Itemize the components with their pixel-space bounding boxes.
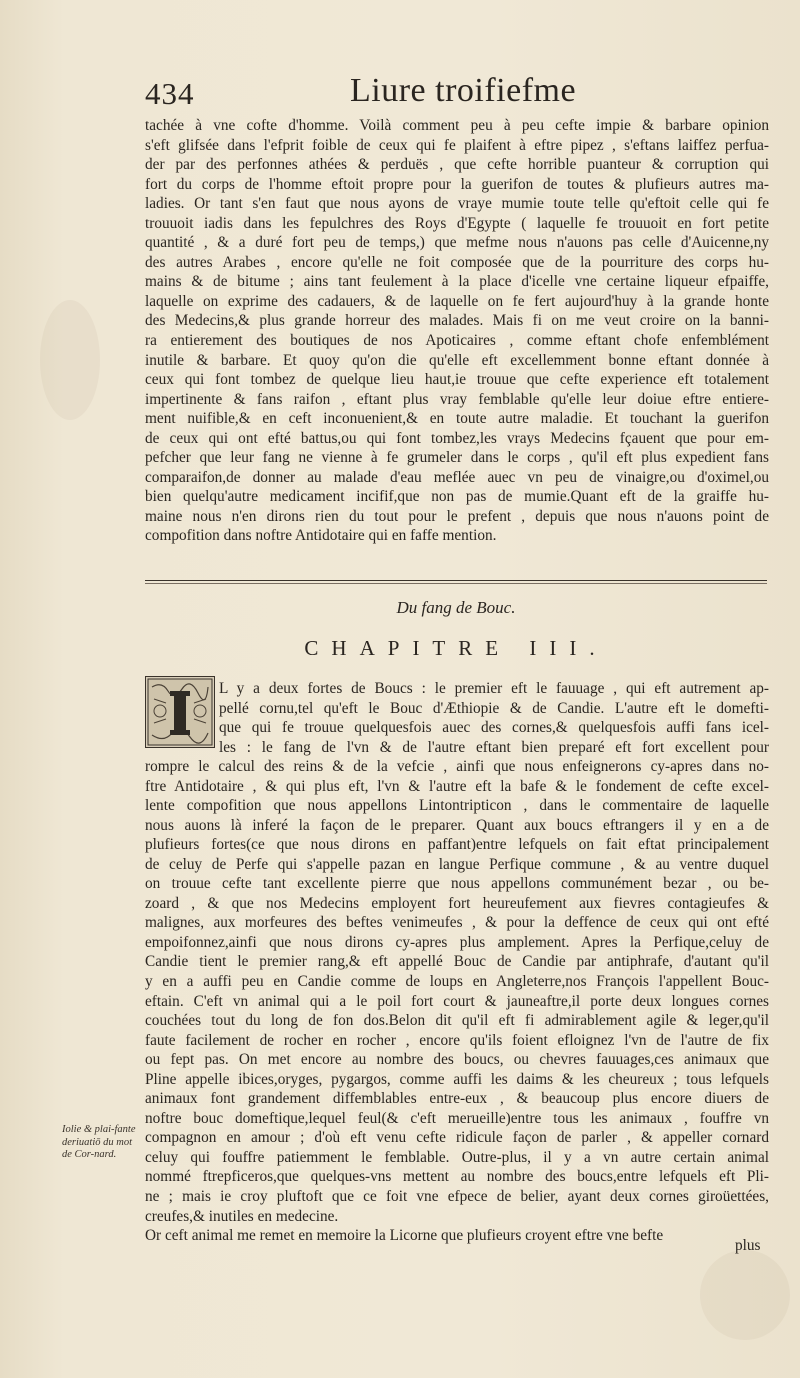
- text-line: eftain. C'eft vn animal qui a le poil fort court & jauneaftre,il porte deux longues cornes: [145, 992, 769, 1010]
- text-line: Candie tient le premier rang,& eft appellé Bouc de Candie par antiphrafe, d'autant qu'il: [145, 953, 769, 971]
- text-line: inutile & barbare. Et quoy qu'on die qu'elle eft excellemment bonne eftant donnée à: [145, 351, 769, 369]
- text-line: fort du corps de l'homme eftoit propre pour la guerifon de toutes & plufieurs autres ma-: [145, 175, 769, 193]
- text-line: maine nous n'en dirons rien du tout pour le prefent , depuis que nous n'auons point de: [145, 507, 769, 525]
- text-line: ceux qui font tombez de quelque lieu haut,ie trouue que cefte experience eft totalement: [145, 371, 769, 389]
- text-line: bien quelqu'autre medicament incifif,que non pas de mumie.Quant eft de la graiffe hu-: [145, 488, 769, 506]
- text-line: pefcher que leur fang ne vienne à fe grumeler dans le corps , qu'il eft plus expedient fans: [145, 449, 769, 467]
- text-line: celuy qui fouffre patiemment le femblable. Outre-plus, il y a vn autre certain animal: [145, 1148, 769, 1166]
- text-line: des Medecins,& plus grande horreur des malades. Mais fi on me veut croire on la banni-: [145, 312, 769, 330]
- text-line: on trouue cefte tant excellente pierre que nous appellons communément bezar , ou be-: [145, 875, 769, 893]
- text-line: der par des perfonnes athées & perduës , que cefte horrible puanteur & corruption qui: [145, 156, 769, 174]
- margin-note: Iolie & plai-fante deriuatiō du mot de Cor-nard.: [62, 1124, 136, 1160]
- text-line: couchées tout du long de fon dos.Belon dit qu'il eft fi admirablement agile & leger,qu'il: [145, 1012, 769, 1030]
- text-line: faute facilement de rocher en rocher , encore qu'ils foient efloignez l'vn de l'autre de fix: [145, 1031, 769, 1049]
- text-line: plufieurs fortes(ce que nous dirons en paffant)entre lefquels on fait eftat principalement: [145, 836, 769, 854]
- text-line: creufes,& inutiles en medecine.: [145, 1207, 339, 1225]
- text-line: pellé cornu,tel qu'eft le Bouc d'Æthiopie & de Candie. L'autre eft le domefti-: [219, 699, 769, 717]
- text-line: rompre le calcul des reins & de la vefcie , ainfi que nous enfeignerons cy-apres dans no-: [145, 758, 769, 775]
- text-line: ment nuifible,& en ceft inconuenient,& en toute autre maladie. Et touchant la guerifon: [145, 410, 769, 428]
- text-line: tachée à vne cofte d'homme. Voilà comment peu à peu cefte impie & barbare opinion: [145, 117, 769, 134]
- text-line: animaux font grandement diffemblables entre-eux , & beaucoup plus encore diuers de: [145, 1090, 769, 1108]
- text-line: compagnon en amour ; d'où eft venu cefte ridicule façon de parler , & appeller cornard: [145, 1129, 769, 1147]
- paper-stain: [700, 1250, 790, 1340]
- text-line: trouuoit iadis dans les fepulchres des Roys d'Egypte ( laquelle fe trouuoit en fort petite: [145, 214, 769, 232]
- section-title: Du fang de Bouc.: [396, 598, 516, 617]
- text-line: Or ceft animal me remet en memoire la Licorne que plufieurs croyent eftre vne befte: [145, 1227, 664, 1245]
- text-line: impertinente & fans raifon , eftant plus vray femblable qu'elle leur doiue eftre entiere-: [145, 390, 769, 408]
- text-line: zoard , & que nos Medecins employent fort heureufement aux fievres contagieufes &: [145, 894, 769, 912]
- paper-stain: [40, 300, 100, 420]
- body-text-block-2-indented: [219, 679, 769, 757]
- running-head: [0, 72, 800, 116]
- text-line: mains & de bitume ; ains tant feulement à la place d'icelle vne certaine liqueur efpaiffe,: [145, 273, 769, 291]
- text-line: Pline appelle ibices,oryges, pygargos, comme auffi les daims & les cheureux ; tous lefquels: [145, 1070, 769, 1088]
- text-line: ne ; mais ie croy pluftoft que ce foit vne efpece de belier, ayant deux cornes giroüettées,: [145, 1188, 769, 1206]
- text-line: de ceux qui ont efté battus,ou qui font tombez,les vrays Medecins fçauent que pour em-: [145, 429, 769, 447]
- text-line: nous auons là inferé la façon de le preparer. Quant aux boucs eftrangers il y en a de: [145, 816, 769, 834]
- chapter-title: CHAPITRE III.: [304, 636, 608, 660]
- text-line: compofition dans noftre Antidotaire qui en faffe mention.: [145, 527, 497, 545]
- text-line: comparaifon,de donner au malade d'eau meflée auec vn peu de vinaigre,ou d'oximel,ou: [145, 468, 769, 486]
- text-line: noftre bouc domeftique,lequel feul(& c'eft merueille)entre tous les animaux , fouffre vn: [145, 1109, 769, 1127]
- body-text-block-1: [145, 116, 769, 546]
- text-line: que qui fe trouue quelquesfois auec des cornes,& quelquesfois auffi fans icel-: [219, 719, 769, 737]
- text-line: malignes, aux morfeures des beftes venimeufes , & pour la deffence de ceux qui ont efté: [145, 914, 769, 932]
- text-line: quantité , & a duré fort peu de temps,) que mefme nous n'auons pas celle d'Auicenne,ny: [145, 234, 769, 252]
- text-line: nommé ftrepficeros,que quelques-vns mettent au nombre des boucs,entre lefquels eft Pli-: [145, 1168, 769, 1186]
- text-line: laquelle on exprime des cadauers, & de laquelle on fe fert aujourd'huy à la grande honte: [145, 292, 769, 310]
- text-line: ra entierement des boutiques de nos Apoticaires , comme eftant chofe enfemblément: [145, 332, 769, 350]
- text-line: empoifonnez,ainfi que nous dirons cy-apres plus amplement. Apres la Perfique,celuy de: [145, 933, 769, 951]
- decorated-initial: [145, 676, 215, 748]
- text-line: les : le fang de l'vn & de l'autre eftant bien preparé eft fort excellent pour: [219, 738, 769, 756]
- page-number: 434: [145, 76, 195, 111]
- text-line: ftre Antidotaire , & qui plus eft, l'vn & l'autre eft la bafe & le fondement de cefte excel-: [145, 777, 769, 795]
- text-line: des autres Arabes , encore qu'elle ne foit composée que de la pourriture des corps hu-: [145, 253, 769, 271]
- section-divider: [145, 580, 767, 581]
- text-line: lente compofition que nous appellons Lintontripticon , dans le commentaire de laquelle: [145, 797, 769, 815]
- initial-letter: [146, 677, 214, 747]
- running-title: Liure troifiefme: [350, 72, 577, 109]
- text-line: L y a deux fortes de Boucs : le premier eft le fauuage , qui eft autrement ap-: [219, 680, 769, 697]
- text-line: s'eft glifsée dans l'efprit foible de ceux qui fe plaifent à eftre pipez , s'eftans laiffez perfua-: [145, 136, 769, 154]
- body-text-block-2: [145, 757, 769, 1246]
- text-line: de celuy de Perfe qui s'appelle pazan en langue Perfique commune , & au ventre duquel: [145, 855, 769, 873]
- text-line: ou fept pas. On met encore au nombre des boucs, ou chevres fauuages,ces animaux que: [145, 1051, 769, 1069]
- text-line: ladies. Or tant s'en faut que nous ayons de vraye mumie toute telle qu'eftoit celle qui fe: [145, 195, 769, 213]
- text-line: y en a auffi peu en Candie comme de loups en Angleterre,nos François l'appellent Bouc-: [145, 973, 769, 991]
- catchword: plus: [735, 1237, 761, 1254]
- section-divider-thin: [145, 583, 767, 584]
